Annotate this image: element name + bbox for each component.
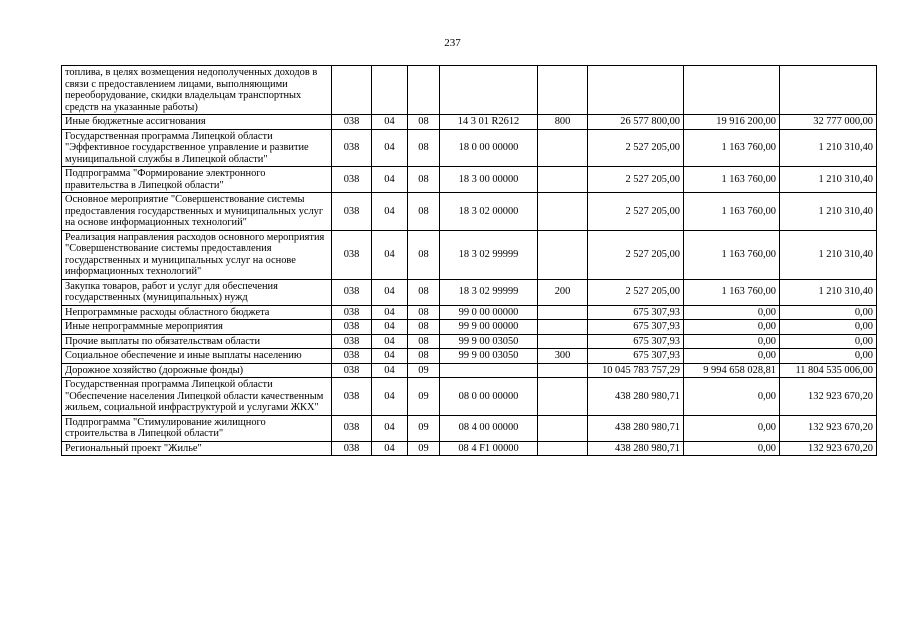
- cell-name: Основное мероприятие "Совершенствование системы предоставления государственных и муниципальных услуг на основе информационных технологий": [62, 193, 332, 231]
- cell-admin-code: 038: [332, 334, 372, 349]
- cell-name: Социальное обеспечение и иные выплаты населению: [62, 349, 332, 364]
- cell-subsection: 09: [408, 363, 440, 378]
- cell-amount-year1: 2 527 205,00: [588, 193, 684, 231]
- cell-admin-code: 038: [332, 441, 372, 456]
- cell-expense-type: [538, 363, 588, 378]
- cell-admin-code: 038: [332, 349, 372, 364]
- cell-expense-type: [538, 334, 588, 349]
- table-row: [62, 230, 877, 279]
- cell-amount-year3: 0,00: [780, 349, 877, 364]
- table-row: [62, 167, 877, 193]
- cell-amount-year1: 438 280 980,71: [588, 378, 684, 416]
- cell-amount-year2: [684, 66, 780, 115]
- cell-amount-year2: 1 163 760,00: [684, 129, 780, 167]
- cell-section: 04: [372, 415, 408, 441]
- cell-name: Закупка товаров, работ и услуг для обеспечения государственных (муниципальных) нужд: [62, 279, 332, 305]
- cell-expense-type: 200: [538, 279, 588, 305]
- cell-amount-year3: 0,00: [780, 320, 877, 335]
- cell-target-article: 99 9 00 03050: [440, 349, 538, 364]
- cell-target-article: 18 3 02 99999: [440, 230, 538, 279]
- cell-expense-type: [538, 230, 588, 279]
- cell-amount-year3: 132 923 670,20: [780, 415, 877, 441]
- cell-amount-year2: 0,00: [684, 349, 780, 364]
- cell-amount-year2: 1 163 760,00: [684, 167, 780, 193]
- cell-target-article: 99 9 00 00000: [440, 320, 538, 335]
- cell-subsection: 09: [408, 441, 440, 456]
- cell-section: 04: [372, 441, 408, 456]
- table-row: [62, 334, 877, 349]
- cell-subsection: 08: [408, 167, 440, 193]
- cell-section: 04: [372, 320, 408, 335]
- cell-target-article: 18 3 02 00000: [440, 193, 538, 231]
- cell-expense-type: [538, 129, 588, 167]
- cell-amount-year2: 0,00: [684, 441, 780, 456]
- table-row: [62, 349, 877, 364]
- cell-admin-code: 038: [332, 167, 372, 193]
- cell-subsection: 08: [408, 320, 440, 335]
- cell-admin-code: 038: [332, 415, 372, 441]
- cell-section: 04: [372, 305, 408, 320]
- cell-target-article: 14 3 01 R2612: [440, 115, 538, 130]
- cell-target-article: 99 9 00 03050: [440, 334, 538, 349]
- cell-section: 04: [372, 363, 408, 378]
- cell-target-article: [440, 66, 538, 115]
- cell-amount-year3: 1 210 310,40: [780, 193, 877, 231]
- cell-amount-year3: 0,00: [780, 334, 877, 349]
- table-row: [62, 363, 877, 378]
- cell-amount-year1: 675 307,93: [588, 305, 684, 320]
- cell-name: Непрограммные расходы областного бюджета: [62, 305, 332, 320]
- cell-amount-year1: 2 527 205,00: [588, 129, 684, 167]
- cell-amount-year2: 0,00: [684, 415, 780, 441]
- cell-name: Подпрограмма "Стимулирование жилищного строительства в Липецкой области": [62, 415, 332, 441]
- cell-expense-type: [538, 193, 588, 231]
- cell-subsection: 09: [408, 415, 440, 441]
- cell-section: 04: [372, 230, 408, 279]
- cell-target-article: 18 0 00 00000: [440, 129, 538, 167]
- cell-amount-year1: 2 527 205,00: [588, 279, 684, 305]
- cell-name: Дорожное хозяйство (дорожные фонды): [62, 363, 332, 378]
- cell-expense-type: [538, 320, 588, 335]
- cell-admin-code: 038: [332, 129, 372, 167]
- table-body: [62, 66, 877, 456]
- cell-expense-type: [538, 441, 588, 456]
- table-row: [62, 441, 877, 456]
- cell-subsection: 08: [408, 129, 440, 167]
- page-number: 237: [444, 37, 461, 49]
- cell-amount-year3: 11 804 535 006,00: [780, 363, 877, 378]
- cell-subsection: 08: [408, 305, 440, 320]
- cell-name: Региональный проект "Жилье": [62, 441, 332, 456]
- cell-subsection: 08: [408, 230, 440, 279]
- cell-section: 04: [372, 193, 408, 231]
- cell-target-article: [440, 363, 538, 378]
- cell-amount-year1: 675 307,93: [588, 320, 684, 335]
- cell-target-article: 99 0 00 00000: [440, 305, 538, 320]
- cell-admin-code: 038: [332, 378, 372, 416]
- cell-target-article: 08 4 00 00000: [440, 415, 538, 441]
- cell-admin-code: 038: [332, 115, 372, 130]
- cell-name: Иные бюджетные ассигнования: [62, 115, 332, 130]
- cell-name: Реализация направления расходов основного мероприятия "Совершенствование системы предоставления государственных и муниципальных услуг на основе информационных технологий": [62, 230, 332, 279]
- cell-subsection: 08: [408, 349, 440, 364]
- cell-amount-year2: 0,00: [684, 320, 780, 335]
- cell-section: 04: [372, 279, 408, 305]
- cell-expense-type: [538, 66, 588, 115]
- cell-admin-code: 038: [332, 230, 372, 279]
- cell-amount-year1: 438 280 980,71: [588, 415, 684, 441]
- table-row: [62, 305, 877, 320]
- cell-admin-code: [332, 66, 372, 115]
- cell-amount-year3: 32 777 000,00: [780, 115, 877, 130]
- cell-admin-code: 038: [332, 279, 372, 305]
- cell-expense-type: [538, 305, 588, 320]
- cell-target-article: 08 0 00 00000: [440, 378, 538, 416]
- cell-amount-year3: 0,00: [780, 305, 877, 320]
- cell-section: 04: [372, 167, 408, 193]
- cell-admin-code: 038: [332, 305, 372, 320]
- cell-name: Прочие выплаты по обязательствам области: [62, 334, 332, 349]
- cell-section: 04: [372, 349, 408, 364]
- cell-amount-year3: 1 210 310,40: [780, 279, 877, 305]
- cell-amount-year1: 438 280 980,71: [588, 441, 684, 456]
- cell-section: [372, 66, 408, 115]
- cell-name: Государственная программа Липецкой области "Обеспечение населения Липецкой области качественным жильем, социальной инфраструктурой и услугами ЖКХ": [62, 378, 332, 416]
- cell-name: Государственная программа Липецкой области "Эффективное государственное управление и развитие муниципальной службы в Липецкой области": [62, 129, 332, 167]
- cell-amount-year2: 1 163 760,00: [684, 230, 780, 279]
- cell-target-article: 08 4 F1 00000: [440, 441, 538, 456]
- cell-amount-year2: 0,00: [684, 378, 780, 416]
- cell-admin-code: 038: [332, 320, 372, 335]
- cell-amount-year2: 9 994 658 028,81: [684, 363, 780, 378]
- cell-amount-year1: 2 527 205,00: [588, 230, 684, 279]
- budget-table: [61, 65, 877, 456]
- table-row: [62, 415, 877, 441]
- cell-section: 04: [372, 334, 408, 349]
- cell-amount-year2: 0,00: [684, 305, 780, 320]
- cell-expense-type: 300: [538, 349, 588, 364]
- cell-name: Подпрограмма "Формирование электронного правительства в Липецкой области": [62, 167, 332, 193]
- cell-amount-year3: 1 210 310,40: [780, 129, 877, 167]
- cell-section: 04: [372, 115, 408, 130]
- cell-amount-year2: 19 916 200,00: [684, 115, 780, 130]
- cell-subsection: [408, 66, 440, 115]
- cell-subsection: 08: [408, 115, 440, 130]
- cell-section: 04: [372, 378, 408, 416]
- cell-amount-year2: 0,00: [684, 334, 780, 349]
- table-row: [62, 193, 877, 231]
- table-row: [62, 129, 877, 167]
- cell-admin-code: 038: [332, 363, 372, 378]
- cell-amount-year2: 1 163 760,00: [684, 279, 780, 305]
- cell-amount-year1: 2 527 205,00: [588, 167, 684, 193]
- cell-amount-year1: 10 045 783 757,29: [588, 363, 684, 378]
- cell-section: 04: [372, 129, 408, 167]
- cell-amount-year1: 26 577 800,00: [588, 115, 684, 130]
- cell-subsection: 09: [408, 378, 440, 416]
- cell-subsection: 08: [408, 193, 440, 231]
- cell-amount-year3: [780, 66, 877, 115]
- cell-amount-year3: 1 210 310,40: [780, 167, 877, 193]
- table-row: [62, 66, 877, 115]
- cell-amount-year2: 1 163 760,00: [684, 193, 780, 231]
- cell-expense-type: 800: [538, 115, 588, 130]
- table-row: [62, 378, 877, 416]
- cell-expense-type: [538, 415, 588, 441]
- cell-amount-year1: 675 307,93: [588, 334, 684, 349]
- cell-amount-year3: 132 923 670,20: [780, 378, 877, 416]
- table-row: [62, 279, 877, 305]
- cell-admin-code: 038: [332, 193, 372, 231]
- cell-subsection: 08: [408, 334, 440, 349]
- cell-expense-type: [538, 167, 588, 193]
- cell-expense-type: [538, 378, 588, 416]
- cell-name: Иные непрограммные мероприятия: [62, 320, 332, 335]
- cell-target-article: 18 3 00 00000: [440, 167, 538, 193]
- cell-amount-year1: [588, 66, 684, 115]
- cell-name: топлива, в целях возмещения недополученных доходов в связи с предоставлением лицами, выполняющими переоборудование, скидки владельцам транспортных средств на указанные работы): [62, 66, 332, 115]
- table-row: [62, 320, 877, 335]
- cell-amount-year1: 675 307,93: [588, 349, 684, 364]
- cell-amount-year3: 132 923 670,20: [780, 441, 877, 456]
- cell-amount-year3: 1 210 310,40: [780, 230, 877, 279]
- table-row: [62, 115, 877, 130]
- cell-subsection: 08: [408, 279, 440, 305]
- cell-target-article: 18 3 02 99999: [440, 279, 538, 305]
